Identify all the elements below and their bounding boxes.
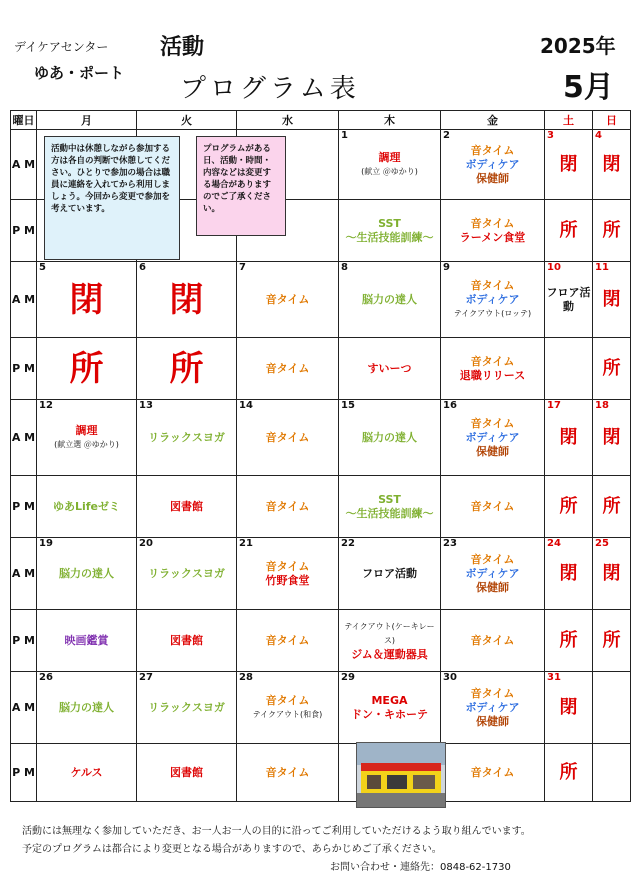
activity-text: 図書館: [170, 499, 203, 513]
cell-content: [237, 694, 338, 722]
activity-text: ゆあLifeゼミ: [52, 499, 121, 513]
activity-text: 閉: [559, 153, 578, 175]
activity-text: 音タイム: [265, 430, 310, 444]
schedule-cell: [593, 538, 631, 610]
cell-content: [137, 348, 236, 389]
weekday-header: 曜日: [11, 111, 37, 130]
activity-text: 図書館: [170, 633, 203, 647]
cell-content: [37, 701, 136, 715]
cell-content: [237, 500, 338, 514]
cell-content: [37, 500, 136, 514]
schedule-cell: [137, 262, 237, 338]
schedule-cell: [545, 538, 593, 610]
date-number: 21: [239, 538, 253, 549]
activity-text: 閉: [169, 279, 204, 320]
schedule-cell: [137, 744, 237, 802]
date-number: 17: [547, 400, 561, 411]
footer-contact: お問い合わせ・連絡先：0848-62-1730: [330, 862, 511, 873]
cell-content: [593, 357, 630, 379]
cell-content: [441, 417, 544, 459]
activity-text: 保健師: [476, 714, 509, 728]
cell-content: [339, 431, 440, 445]
activity-text: 音タイム: [470, 354, 515, 368]
cell-content: [237, 431, 338, 445]
date-number: 9: [443, 262, 450, 273]
cell-content: [37, 567, 136, 581]
cell-content: [339, 293, 440, 307]
week-2-pm-row: [11, 338, 631, 400]
schedule-cell: [545, 200, 593, 262]
schedule-cell: [593, 744, 631, 802]
cell-content: [593, 495, 630, 517]
date-number: 7: [239, 262, 246, 273]
cell-content: [441, 279, 544, 321]
date-number: 19: [39, 538, 53, 549]
date-number: 11: [595, 262, 609, 273]
date-number: 5: [39, 262, 46, 273]
am-label: A M: [11, 400, 37, 476]
schedule-cell: [339, 400, 441, 476]
activity-text: 音タイム: [470, 499, 515, 513]
activity-text: 閉: [602, 288, 621, 310]
cell-content: [593, 629, 630, 651]
schedule-cell: [137, 400, 237, 476]
week-4-am-row: [11, 538, 631, 610]
activity-text: SST: [378, 492, 401, 506]
schedule-cell: [441, 476, 545, 538]
date-number: 20: [139, 538, 153, 549]
schedule-cell: [237, 610, 339, 672]
schedule-cell: [339, 476, 441, 538]
facility-name: ゆあ・ポート: [34, 64, 125, 82]
cell-content: [545, 426, 592, 448]
date-number: 28: [239, 672, 253, 683]
cell-content: [237, 766, 338, 780]
activity-text: 閉: [602, 153, 621, 175]
activity-text: 保健師: [476, 171, 509, 185]
activity-text: SST: [378, 216, 401, 230]
cell-content: [545, 495, 592, 517]
schedule-cell: [137, 672, 237, 744]
schedule-cell: [339, 130, 441, 200]
activity-text: ドン・キホーテ: [351, 707, 428, 721]
date-number: 22: [341, 538, 355, 549]
cell-content: [37, 766, 136, 780]
notice-left: 活動中は休憩しながら参加する方は各自の判断で休憩してください。ひとりで参加の場合は職員に連絡を入れてから利用しましょう。今回から変更で参加を考えています。: [44, 136, 180, 260]
am-label: A M: [11, 672, 37, 744]
date-number: 2: [443, 130, 450, 141]
month-label: 5月: [563, 70, 614, 105]
activity-text: MEGA: [371, 693, 408, 707]
activity-text: 所: [559, 219, 578, 241]
activity-text: 竹野食堂: [265, 573, 310, 587]
cell-content: [137, 567, 236, 581]
weekday-header: 土: [545, 111, 593, 130]
activity-text: 音タイム: [470, 552, 515, 566]
year-label: 2025年: [540, 34, 616, 58]
schedule-cell: [339, 200, 441, 262]
cell-content: [593, 153, 630, 175]
activity-text: 所: [602, 495, 621, 517]
activity-text: テイクアウト(和食): [252, 709, 323, 719]
schedule-cell: [441, 338, 545, 400]
activity-text: テイクアウト(ケーキレース): [344, 621, 435, 645]
cell-content: [339, 151, 440, 179]
activity-text: 所: [602, 357, 621, 379]
date-number: 31: [547, 672, 561, 683]
cell-content: [593, 219, 630, 241]
activity-text: ～生活技能訓練～: [345, 230, 434, 244]
cell-content: [339, 694, 440, 722]
activity-text: 閉: [602, 562, 621, 584]
cell-content: [137, 500, 236, 514]
activity-text: 音タイム: [265, 693, 310, 707]
date-number: 3: [547, 130, 554, 141]
schedule-cell: [237, 262, 339, 338]
date-number: 12: [39, 400, 53, 411]
activity-text: 調理: [378, 150, 401, 164]
schedule-cell: [545, 672, 593, 744]
activity-text: 音タイム: [265, 559, 310, 573]
week-5-am-row: [11, 672, 631, 744]
activity-text: 閉: [559, 426, 578, 448]
activity-text: リラックスヨガ: [148, 430, 225, 444]
cell-content: [37, 348, 136, 389]
week-4-pm-row: [11, 610, 631, 672]
activity-text: 所: [559, 761, 578, 783]
schedule-cell: [441, 200, 545, 262]
schedule-cell: [137, 610, 237, 672]
store-photo: [356, 742, 446, 808]
cell-content: [339, 217, 440, 245]
activity-text: 音タイム: [265, 499, 310, 513]
schedule-cell: [545, 262, 593, 338]
date-number: 24: [547, 538, 561, 549]
cell-content: [339, 362, 440, 376]
schedule-cell: [37, 672, 137, 744]
cell-content: [441, 687, 544, 729]
am-label: A M: [11, 130, 37, 200]
schedule-cell: [593, 476, 631, 538]
date-number: 23: [443, 538, 457, 549]
weekday-header: 日: [593, 111, 631, 130]
activity-text: ボディケア: [465, 157, 520, 171]
cell-content: [237, 560, 338, 588]
activity-text: 音タイム: [470, 216, 515, 230]
weekday-header: 木: [339, 111, 441, 130]
activity-text: リラックスヨガ: [148, 566, 225, 580]
activity-text: ボディケア: [465, 292, 520, 306]
activity-text: 閉: [69, 279, 104, 320]
schedule-cell: [37, 400, 137, 476]
date-number: 6: [139, 262, 146, 273]
cell-content: [339, 567, 440, 581]
schedule-cell: [441, 610, 545, 672]
center-label: デイケアセンター: [14, 40, 109, 54]
cell-content: [137, 279, 236, 320]
schedule-cell: [545, 338, 593, 400]
date-number: 14: [239, 400, 253, 411]
activity-text: リラックスヨガ: [148, 700, 225, 714]
schedule-cell: [237, 744, 339, 802]
activity-text: 図書館: [170, 765, 203, 779]
cell-content: [37, 424, 136, 452]
activity-text: 脳力の達人: [59, 700, 114, 714]
pm-label: P M: [11, 200, 37, 262]
weekday-header: 火: [137, 111, 237, 130]
activity-text: (献立選 ＠ゆかり): [54, 439, 119, 449]
schedule-cell: [593, 338, 631, 400]
date-number: 25: [595, 538, 609, 549]
activity-text: 所: [169, 348, 204, 389]
am-label: A M: [11, 262, 37, 338]
schedule-cell: [441, 262, 545, 338]
cell-content: [137, 634, 236, 648]
cell-content: [441, 553, 544, 595]
footer-note-2: 予定のプログラムは都合により変更となる場合がありますので、あらかじめご了承ください。: [22, 844, 442, 855]
date-number: 26: [39, 672, 53, 683]
schedule-cell: [37, 338, 137, 400]
activity-text: 所: [559, 629, 578, 651]
activity-text: すいーつ: [367, 361, 412, 375]
schedule-cell: [593, 200, 631, 262]
schedule-cell: [545, 400, 593, 476]
cell-content: [137, 431, 236, 445]
schedule-cell: [593, 672, 631, 744]
schedule-cell: [441, 672, 545, 744]
activity-text: 所: [559, 495, 578, 517]
date-number: 15: [341, 400, 355, 411]
schedule-cell: [137, 338, 237, 400]
cell-content: [37, 279, 136, 320]
activity-text: 音タイム: [265, 361, 310, 375]
pm-label: P M: [11, 338, 37, 400]
schedule-cell: [339, 262, 441, 338]
cell-content: [441, 634, 544, 648]
cell-content: [37, 634, 136, 648]
schedule-cell: [339, 538, 441, 610]
date-number: 16: [443, 400, 457, 411]
schedule-cell: [441, 744, 545, 802]
cell-content: [545, 153, 592, 175]
activity-text: 音タイム: [470, 686, 515, 700]
schedule-cell: [339, 672, 441, 744]
activity-title: 活動: [160, 35, 205, 60]
cell-content: [441, 355, 544, 383]
cell-content: [237, 362, 338, 376]
cell-content: [545, 696, 592, 718]
cell-content: [137, 701, 236, 715]
date-number: 13: [139, 400, 153, 411]
schedule-cell: [37, 744, 137, 802]
date-number: 4: [595, 130, 602, 141]
activity-text: 所: [602, 629, 621, 651]
schedule-cell: [37, 610, 137, 672]
weekday-header: 金: [441, 111, 545, 130]
schedule-cell: [37, 476, 137, 538]
activity-text: 音タイム: [470, 633, 515, 647]
weekday-header-row: [11, 111, 631, 130]
date-number: 30: [443, 672, 457, 683]
activity-text: (献立 ＠ゆかり): [361, 166, 418, 176]
activity-text: ボディケア: [465, 566, 520, 580]
schedule-cell: [545, 744, 593, 802]
activity-text: 音タイム: [265, 765, 310, 779]
activity-text: フロア活動: [546, 285, 591, 313]
activity-text: 所: [69, 348, 104, 389]
schedule-cell: [37, 262, 137, 338]
schedule-cell: [545, 610, 593, 672]
activity-text: ～生活技能訓練～: [345, 506, 434, 520]
date-number: 1: [341, 130, 348, 141]
activity-text: 閉: [559, 562, 578, 584]
activity-text: ボディケア: [465, 430, 520, 444]
activity-text: 映画鑑賞: [64, 633, 109, 647]
footer-note-1: 活動には無理なく参加していただき、お一人お一人の目的に沿ってご利用していただけるよう取り組んでいます。: [22, 826, 531, 837]
schedule-cell: [441, 130, 545, 200]
schedule-cell: [339, 610, 441, 672]
activity-text: 保健師: [476, 444, 509, 458]
activity-text: 脳力の達人: [362, 430, 417, 444]
activity-text: ボディケア: [465, 700, 520, 714]
schedule-cell: [441, 538, 545, 610]
cell-content: [593, 562, 630, 584]
cell-content: [593, 426, 630, 448]
activity-text: テイクアウト(ロッテ): [453, 308, 532, 318]
date-number: 8: [341, 262, 348, 273]
schedule-cell: [237, 338, 339, 400]
activity-text: 音タイム: [470, 416, 515, 430]
schedule-cell: [441, 400, 545, 476]
week-3-am-row: [11, 400, 631, 476]
activity-text: 音タイム: [265, 292, 310, 306]
activity-text: 調理: [75, 423, 98, 437]
schedule-cell: [545, 476, 593, 538]
pm-label: P M: [11, 610, 37, 672]
cell-content: [441, 500, 544, 514]
pm-label: P M: [11, 476, 37, 538]
cell-content: [593, 288, 630, 310]
schedule-cell: [339, 338, 441, 400]
week-3-pm-row: [11, 476, 631, 538]
date-number: 27: [139, 672, 153, 683]
activity-text: 閉: [602, 426, 621, 448]
cell-content: [137, 766, 236, 780]
week-2-am-row: [11, 262, 631, 338]
activity-text: 脳力の達人: [362, 292, 417, 306]
weekday-header: 月: [37, 111, 137, 130]
schedule-cell: [593, 130, 631, 200]
activity-text: ラーメン食堂: [459, 230, 526, 244]
cell-content: [545, 219, 592, 241]
weekday-header: 水: [237, 111, 339, 130]
cell-content: [545, 286, 592, 314]
activity-text: 音タイム: [265, 633, 310, 647]
schedule-cell: [137, 476, 237, 538]
cell-content: [545, 562, 592, 584]
cell-content: [545, 761, 592, 783]
cell-content: [339, 493, 440, 521]
date-number: 10: [547, 262, 561, 273]
activity-text: 音タイム: [470, 143, 515, 157]
activity-text: ケルス: [70, 765, 103, 779]
cell-content: [441, 144, 544, 186]
activity-text: 所: [602, 219, 621, 241]
pm-label: P M: [11, 744, 37, 802]
cell-content: [545, 629, 592, 651]
activity-text: 退職リリース: [459, 368, 526, 382]
cell-content: [237, 293, 338, 307]
program-title: プログラム表: [180, 74, 360, 104]
activity-text: 保健師: [476, 580, 509, 594]
activity-text: 音タイム: [470, 278, 515, 292]
schedule-cell: [137, 538, 237, 610]
cell-content: [441, 217, 544, 245]
cell-content: [441, 766, 544, 780]
schedule-cell: [593, 610, 631, 672]
schedule-cell: [545, 130, 593, 200]
activity-text: 閉: [559, 696, 578, 718]
cell-content: [339, 620, 440, 662]
week-5-pm-row: [11, 744, 631, 802]
date-number: 29: [341, 672, 355, 683]
notice-right: プログラムがある日、活動・時間・内容などは変更する場合がありますのでご了承ください。: [196, 136, 286, 236]
schedule-cell: [237, 476, 339, 538]
schedule-cell: [237, 400, 339, 476]
am-label: A M: [11, 538, 37, 610]
date-number: 18: [595, 400, 609, 411]
schedule-cell: [593, 400, 631, 476]
activity-text: 音タイム: [470, 765, 515, 779]
schedule-cell: [237, 538, 339, 610]
activity-text: フロア活動: [362, 566, 417, 580]
cell-content: [237, 634, 338, 648]
activity-text: ジム＆運動器具: [351, 647, 428, 661]
schedule-cell: [237, 672, 339, 744]
schedule-cell: [593, 262, 631, 338]
schedule-cell: [37, 538, 137, 610]
activity-text: 脳力の達人: [59, 566, 114, 580]
